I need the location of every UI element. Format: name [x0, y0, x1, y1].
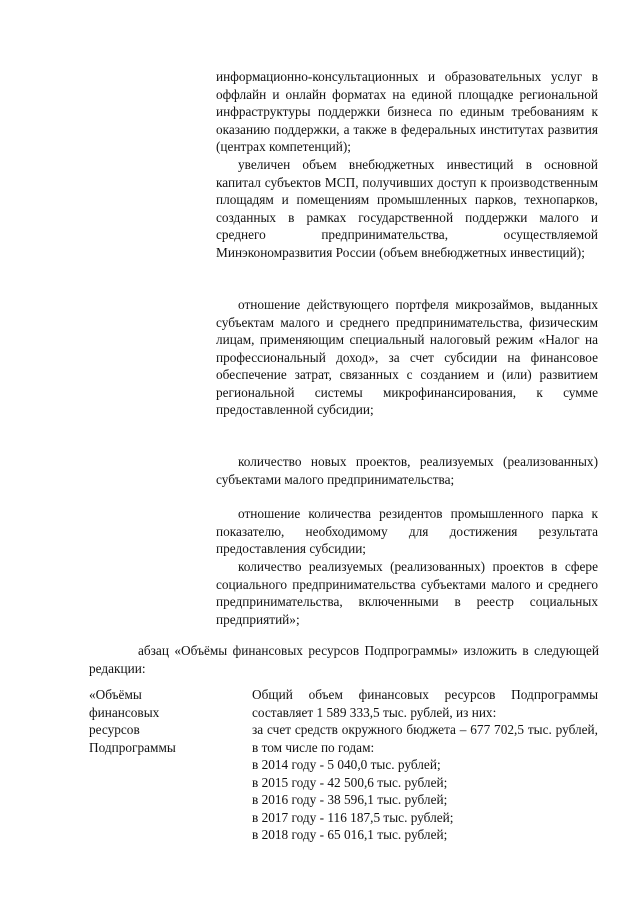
financing-label: [89, 686, 219, 756]
financing-years-list: [252, 756, 598, 844]
year-item: в 2016 году - 38 596,1 тыс. рублей;: [252, 792, 448, 807]
paragraph-new-projects: количество новых проектов, реализуемых (реализованных) субъектами малого предпринимательства;: [216, 454, 598, 487]
financing-label-line: ресурсов: [89, 722, 140, 737]
financing-label-line: финансовых: [89, 704, 160, 720]
paragraph-industrial-park: отношение количества резидентов промышленного парка к показателю, необходимому для достижения результата предоставления субсидии;: [216, 506, 598, 556]
financing-label-line: «Объёмы: [89, 687, 142, 702]
year-item: в 2017 году - 116 187,5 тыс. рублей;: [252, 809, 454, 825]
year-item: в 2015 году - 42 500,6 тыс. рублей;: [252, 774, 448, 790]
year-item: в 2018 году - 65 016,1 тыс. рублей;: [252, 827, 448, 842]
financing-district-budget: за счет средств окружного бюджета – 677 702,5 тыс. рублей, в том числе по годам:: [252, 722, 598, 755]
paragraph-microloans: отношение действующего портфеля микрозаймов, выданных субъектам малого и среднего предпринимательства, физическим лицам, применяющим специальный налоговый режим «Налог на профессиональный доход», за счет субсидии на финансовое обеспечение затрат, связанных с созданием и (или) развитием региональной системы микрофинансирования, к сумме предоставленной субсидии;: [216, 297, 598, 417]
paragraph-services: информационно-консультационных и образовательных услуг в оффлайн и онлайн форматах на единой площадке региональной инфраструктуры поддержки бизнеса по единым требованиям к оказанию поддержки, а также в федеральных институтах развития (центрах компетенций);: [216, 69, 598, 154]
financing-total: Общий объем финансовых ресурсов Подпрограммы составляет 1 589 333,5 тыс. рублей, из них:: [252, 687, 598, 720]
paragraph-investments: увеличен объем внебюджетных инвестиций в основной капитал субъектов МСП, получивших доступ к производственным площадям и помещениям промышленных парков, технопарков, созданных в рамках государственной поддержки малого и среднего предпринимательства, осуществляемой Минэкономразвития России (объем внебюджетных инвестиций);: [216, 157, 598, 260]
paragraph-amendment: абзац «Объёмы финансовых ресурсов Подпрограммы» изложить в следующей редакции:: [89, 643, 599, 676]
financing-label-line: Подпрограммы: [89, 739, 176, 755]
year-item: в 2014 году - 5 040,0 тыс. рублей;: [252, 757, 441, 772]
paragraph-social-projects: количество реализуемых (реализованных) проектов в сфере социального предпринимательства субъектами малого и среднего предпринимательства, включенными в реестр социальных предприятий»;: [216, 559, 598, 627]
